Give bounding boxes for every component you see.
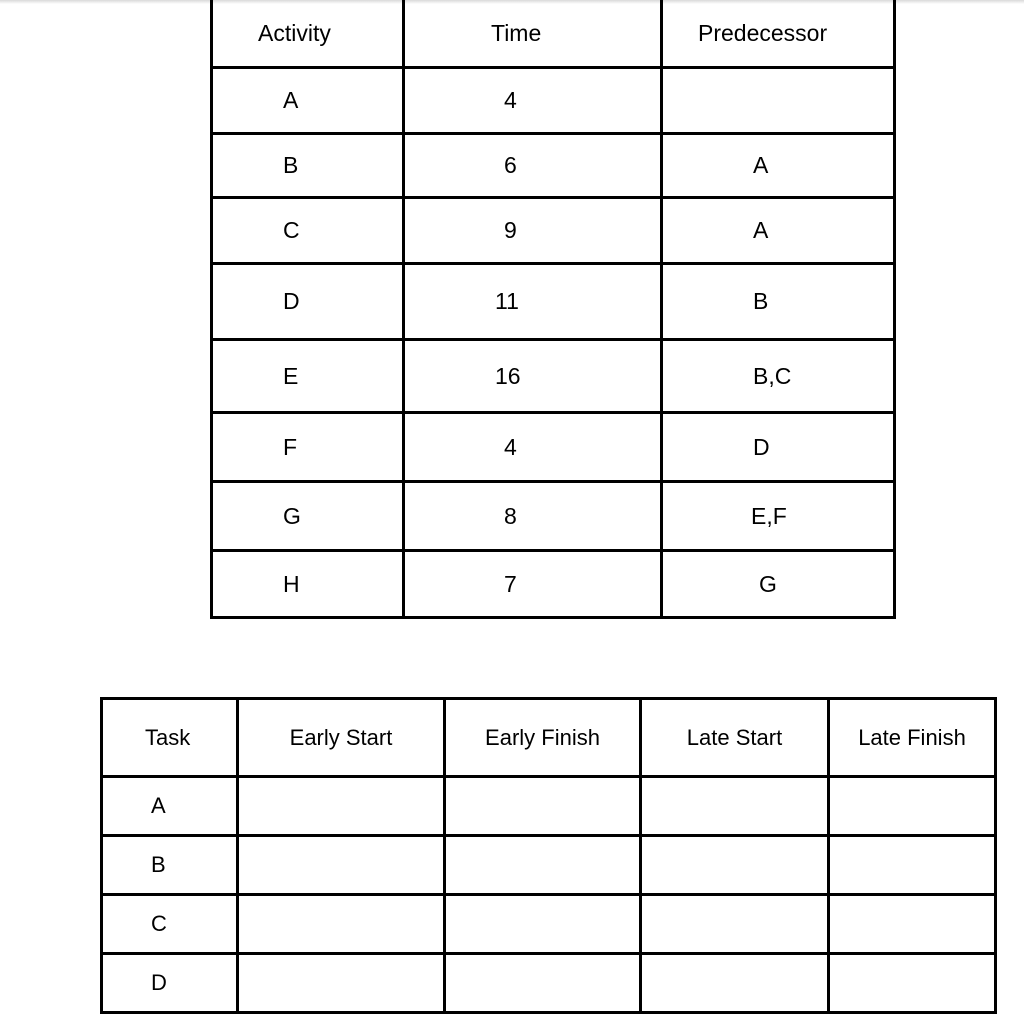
header-predecessor: Predecessor (662, 0, 895, 68)
late-start-cell (641, 836, 829, 895)
activity-cell: H (212, 551, 404, 618)
header-time: Time (404, 0, 662, 68)
header-late-start: Late Start (641, 699, 829, 777)
table-row (102, 895, 996, 954)
predecessor-cell: B,C (662, 340, 895, 413)
table-row (102, 954, 996, 1013)
late-finish-cell (829, 954, 996, 1013)
activity-table (210, 0, 896, 619)
predecessor-cell: D (662, 413, 895, 482)
task-cell: A (102, 777, 238, 836)
table-row (212, 264, 895, 340)
predecessor-cell: B (662, 264, 895, 340)
activity-table-header-row (212, 0, 895, 68)
table-row (102, 777, 996, 836)
table-row (212, 413, 895, 482)
header-task: Task (102, 699, 238, 777)
table-row (212, 68, 895, 134)
late-start-cell (641, 895, 829, 954)
table-row (212, 551, 895, 618)
time-cell: 9 (404, 198, 662, 264)
time-cell: 8 (404, 482, 662, 551)
time-cell: 4 (404, 68, 662, 134)
late-finish-cell (829, 895, 996, 954)
activity-cell: B (212, 134, 404, 198)
time-cell: 4 (404, 413, 662, 482)
predecessor-cell: A (662, 134, 895, 198)
time-cell: 11 (404, 264, 662, 340)
time-cell: 6 (404, 134, 662, 198)
early-start-cell (238, 954, 445, 1013)
task-cell: B (102, 836, 238, 895)
header-early-finish: Early Finish (445, 699, 641, 777)
schedule-table (100, 697, 997, 1014)
early-finish-cell (445, 954, 641, 1013)
activity-cell: E (212, 340, 404, 413)
late-finish-cell (829, 836, 996, 895)
predecessor-cell (662, 68, 895, 134)
table-row (212, 340, 895, 413)
activity-cell: A (212, 68, 404, 134)
time-cell: 7 (404, 551, 662, 618)
late-start-cell (641, 954, 829, 1013)
predecessor-cell: A (662, 198, 895, 264)
time-cell: 16 (404, 340, 662, 413)
header-activity: Activity (212, 0, 404, 68)
activity-cell: D (212, 264, 404, 340)
early-finish-cell (445, 895, 641, 954)
activity-cell: F (212, 413, 404, 482)
early-start-cell (238, 895, 445, 954)
early-finish-cell (445, 777, 641, 836)
predecessor-cell: E,F (662, 482, 895, 551)
early-finish-cell (445, 836, 641, 895)
table-row (212, 198, 895, 264)
schedule-table-header-row (102, 699, 996, 777)
table-row (212, 134, 895, 198)
task-cell: C (102, 895, 238, 954)
table-row (102, 836, 996, 895)
task-cell: D (102, 954, 238, 1013)
activity-cell: C (212, 198, 404, 264)
header-late-finish: Late Finish (829, 699, 996, 777)
header-early-start: Early Start (238, 699, 445, 777)
early-start-cell (238, 836, 445, 895)
late-start-cell (641, 777, 829, 836)
table-row (212, 482, 895, 551)
late-finish-cell (829, 777, 996, 836)
activity-cell: G (212, 482, 404, 551)
predecessor-cell: G (662, 551, 895, 618)
early-start-cell (238, 777, 445, 836)
